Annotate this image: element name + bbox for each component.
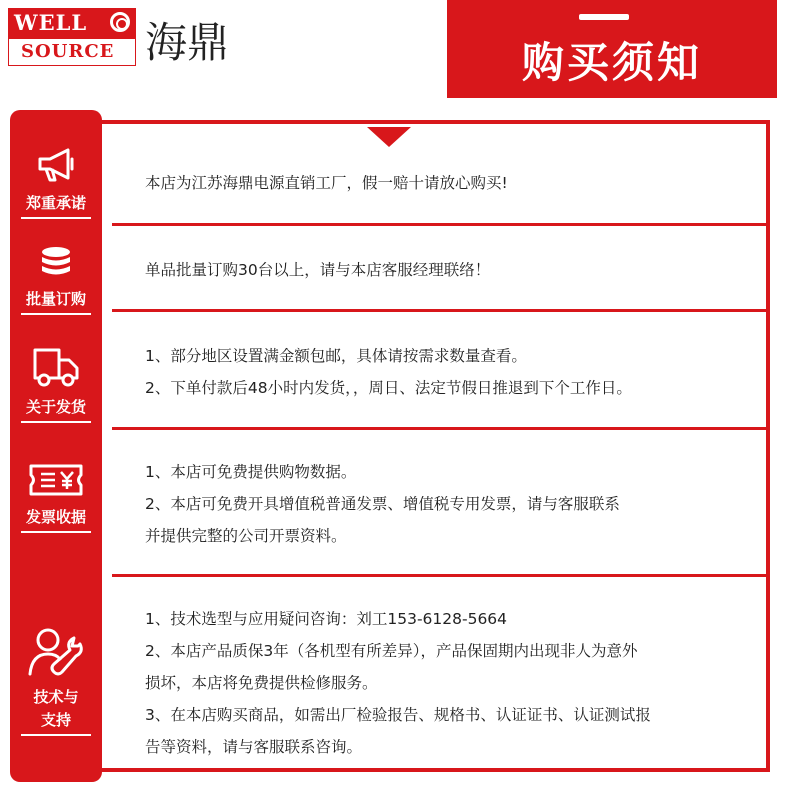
sidebar-item-rule bbox=[21, 421, 91, 423]
sidebar-item-rule bbox=[21, 313, 91, 315]
sidebar-item-label: 发票收据 bbox=[25, 508, 86, 526]
page-title: 购买须知 bbox=[521, 38, 702, 87]
notch-decoration bbox=[367, 127, 411, 147]
section-divider bbox=[112, 427, 770, 430]
brand-logo bbox=[8, 8, 136, 66]
section-line: 损坏，本店将免费提供检修服务。 bbox=[145, 674, 378, 692]
section-support bbox=[145, 603, 755, 763]
sidebar-item-promise bbox=[10, 146, 102, 219]
ticket-icon bbox=[27, 460, 85, 500]
logo-bottom-band bbox=[8, 38, 136, 66]
logo-ring-icon bbox=[110, 12, 130, 32]
section-shipping bbox=[145, 340, 755, 404]
section-invoice bbox=[145, 456, 755, 552]
sidebar-item-invoice bbox=[10, 460, 102, 533]
sidebar-item-label: 批量订购 bbox=[25, 290, 86, 308]
section-line: 1、本店可免费提供购物数据。 bbox=[145, 463, 357, 481]
section-line: 1、部分地区设置满金额包邮，具体请按需求数量查看。 bbox=[145, 347, 527, 365]
section-line: 2、下单付款后48小时内发货，，周日、法定节假日推退到下个工作日。 bbox=[145, 379, 632, 397]
sidebar-item-support bbox=[10, 624, 102, 736]
section-line: 并提供完整的公司开票资料。 bbox=[145, 527, 347, 545]
megaphone-icon bbox=[32, 146, 80, 186]
support-icon bbox=[26, 624, 86, 680]
section-divider bbox=[112, 309, 770, 312]
database-icon bbox=[36, 246, 76, 282]
section-divider bbox=[112, 223, 770, 226]
sidebar-item-label-line2: 支持 bbox=[40, 711, 71, 729]
sidebar bbox=[10, 110, 102, 782]
sidebar-item-rule bbox=[21, 217, 91, 219]
sidebar-item-rule bbox=[21, 531, 91, 533]
section-line: 单品批量订购30台以上，请与本店客服经理联络！ bbox=[145, 261, 491, 279]
section-promise bbox=[145, 167, 755, 199]
title-dash-decoration bbox=[579, 14, 629, 20]
sidebar-item-shipping bbox=[10, 346, 102, 423]
section-bulk bbox=[145, 254, 755, 286]
truck-icon bbox=[31, 346, 81, 390]
logo-top-text: WELL bbox=[14, 10, 88, 35]
section-line: 2、本店可免费开具增值税普通发票、增值税专用发票，请与客服联系 bbox=[145, 495, 620, 513]
brand-name: 海鼎 bbox=[145, 18, 230, 67]
section-line: 3、在本店购买商品，如需出厂检验报告、规格书、认证证书、认证测试报 bbox=[145, 706, 651, 724]
section-line: 本店为江苏海鼎电源直销工厂，假一赔十请放心购买! bbox=[145, 174, 508, 192]
logo-bottom-text: SOURCE bbox=[21, 41, 115, 62]
sidebar-item-bulk bbox=[10, 246, 102, 315]
page-title-banner bbox=[447, 0, 777, 98]
sidebar-item-label: 郑重承诺 bbox=[25, 194, 86, 212]
section-line: 告等资料，请与客服联系咨询。 bbox=[145, 738, 363, 756]
logo-top-band bbox=[8, 8, 136, 38]
sidebar-item-rule bbox=[21, 734, 91, 736]
section-line: 2、本店产品质保3年（各机型有所差异），产品保固期内出现非人为意外 bbox=[145, 642, 638, 660]
section-line: 1、技术选型与应用疑问咨询：刘工153-6128-5664 bbox=[145, 610, 508, 628]
sidebar-item-label: 技术与 bbox=[33, 688, 79, 706]
sidebar-item-label: 关于发货 bbox=[25, 398, 86, 416]
section-divider bbox=[112, 574, 770, 577]
